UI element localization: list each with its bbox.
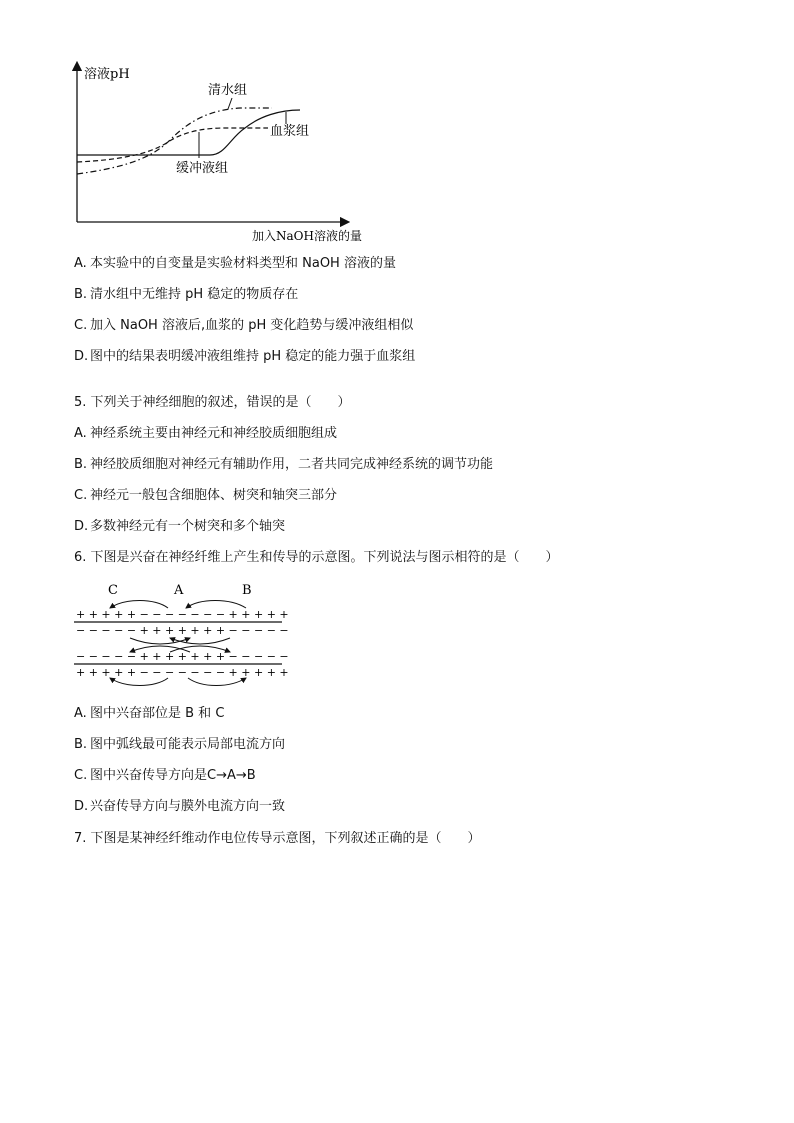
option-label: A. [74,426,87,441]
option-text: 图中兴奋传导方向是C→A→B [90,768,256,783]
ph-chart [60,58,380,248]
q6-option-b [74,737,285,753]
q4-option-d [74,349,415,365]
arc-bottom-left [110,678,168,686]
option-text: 加入 NaOH 溶液后,血浆的 pH 变化趋势与缓冲液组相似 [90,318,414,333]
q4-option-a [74,256,396,272]
arc-top-right [186,601,246,609]
option-text: 清水组中无维持 pH 稳定的物质存在 [90,287,299,302]
q5-option-a [74,426,337,442]
charge-row-2: − − − − − + + + + + + + − − − − − [76,624,289,637]
option-text: 图中兴奋部位是 B 和 C [90,706,225,721]
charge-row-1: + + + + + − − − − − − − + + + + + [76,608,289,621]
point-c-label: C [108,583,118,598]
nerve-fiber-diagram [70,580,290,690]
buffer-label: 缓冲液组 [176,161,229,176]
option-label: D. [74,519,89,534]
option-label: C. [74,768,88,783]
q6-option-a [74,706,224,722]
water-curve [77,108,272,174]
option-label: D. [74,799,89,814]
option-label: B. [74,287,88,302]
water-leader [228,98,232,109]
option-label: B. [74,457,88,472]
option-text: 本实验中的自变量是实验材料类型和 NaOH 溶液的量 [90,256,396,271]
point-b-label: B [242,583,252,598]
q6-stem: 6. 下图是兴奋在神经纤维上产生和传导的示意图。下列说法与图示相符的是（ ） [74,550,559,565]
plasma-label: 血浆组 [270,124,310,139]
charge-row-3: − − − − − + + + + + + + − − − − − [76,650,289,663]
arc-top-left [110,601,168,609]
y-axis-label: 溶液pH [84,67,130,82]
point-a-label: A [174,583,184,598]
option-text: 图中的结果表明缓冲液组维持 pH 稳定的能力强于血浆组 [90,349,416,364]
q5-stem: 5. 下列关于神经细胞的叙述，错误的是（ ） [74,395,351,410]
option-text: 兴奋传导方向与膜外电流方向一致 [90,799,286,814]
q5-option-c [74,488,337,504]
q5-option-d [74,519,285,535]
q4-option-b [74,287,298,303]
q6-option-d [74,799,285,815]
arc-inner-2 [170,638,230,644]
arc-inner-1 [130,638,190,644]
option-text: 多数神经元有一个树突和多个轴突 [90,519,286,534]
q5-option-b [74,457,493,473]
charge-row-4: + + + + + − − − − − − − + + + + + [76,666,289,679]
option-label: A. [74,256,87,271]
arc-bottom-right [188,678,246,686]
option-text: 神经元一般包含细胞体、树突和轴突三部分 [90,488,338,503]
q7-stem: 7. 下图是某神经纤维动作电位传导示意图，下列叙述正确的是（ ） [74,831,481,846]
option-label: C. [74,488,88,503]
option-label: B. [74,737,88,752]
option-text: 图中弧线最可能表示局部电流方向 [90,737,286,752]
option-label: A. [74,706,87,721]
option-text: 神经胶质细胞对神经元有辅助作用，二者共同完成神经系统的调节功能 [90,457,494,472]
option-label: D. [74,349,89,364]
water-label: 清水组 [208,83,248,98]
q6-option-c [74,768,256,784]
q4-option-c [74,318,413,334]
x-axis-label: 加入NaOH溶液的量 [252,229,362,243]
option-label: C. [74,318,88,333]
option-text: 神经系统主要由神经元和神经胶质细胞组成 [90,426,338,441]
